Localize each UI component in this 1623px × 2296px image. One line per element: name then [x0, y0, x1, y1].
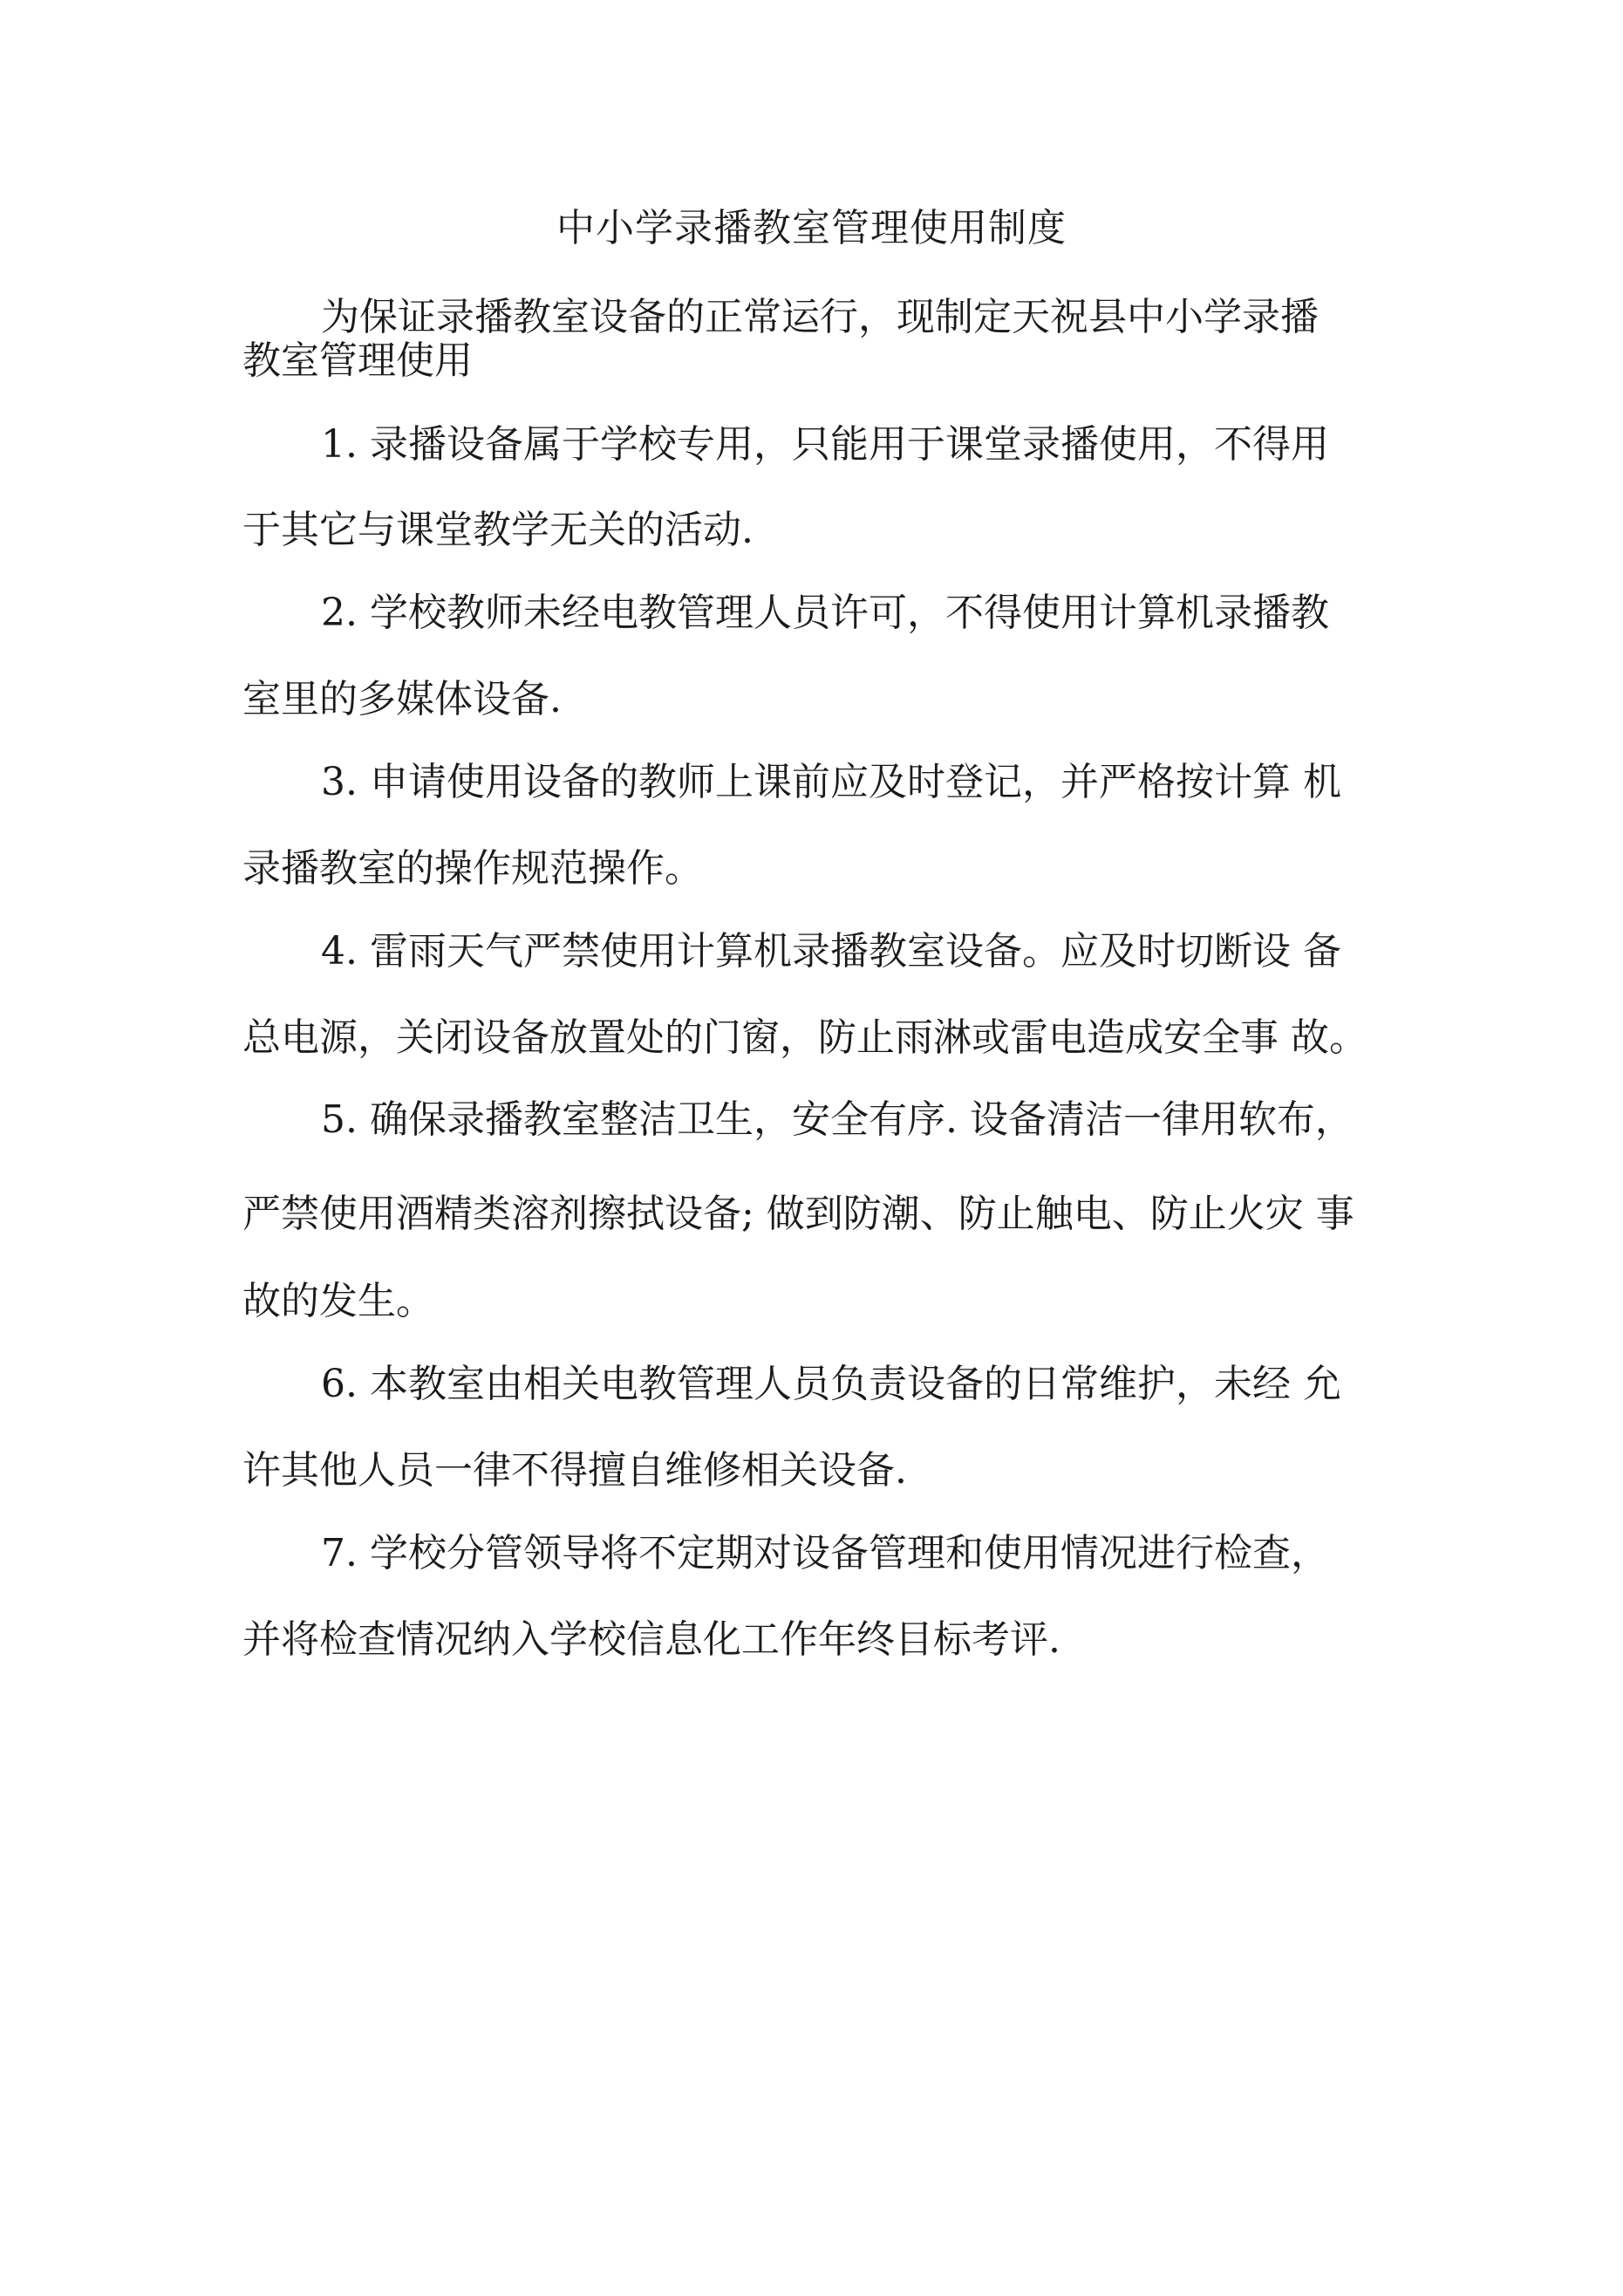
- rule-2-line-1: 2. 学校教师未经电教管理人员许可，不得使用计算机录播教: [321, 591, 1329, 635]
- rule-4-line-2: 总电源，关闭设备放置处的门窗，防止雨淋或雷电造成安全事 故。: [242, 1015, 1367, 1060]
- rule-1-line-1: 1. 录播设备属于学校专用，只能用于课堂录播使用，不得用: [321, 422, 1329, 467]
- rule-5-line-3: 故的发生。: [242, 1279, 434, 1323]
- rule-1-line-2: 于其它与课堂教学无关的活动.: [242, 508, 754, 552]
- rule-3-line-2: 录播教室的操作规范操作。: [242, 846, 703, 891]
- document-title: 中小学录播教室管理使用制度: [556, 206, 1067, 250]
- rule-5-line-1: 5. 确保录播教室整洁卫生，安全有序. 设备清洁一律用软布，: [321, 1097, 1354, 1142]
- rule-7-line-1: 7. 学校分管领导将不定期对设备管理和使用情况进行检查，: [321, 1531, 1329, 1575]
- rule-6-line-2: 许其他人员一律不得擅自维修相关设备.: [242, 1448, 907, 1493]
- intro-line-2: 教室管理使用: [242, 338, 473, 383]
- rule-5-line-2: 严禁使用酒精类溶剂擦拭设备; 做到防潮、防止触电、防止火灾 事: [242, 1192, 1354, 1236]
- rule-3-line-1: 3. 申请使用设备的教师上课前应及时登记，并严格按计算 机: [321, 760, 1341, 804]
- rule-7-line-2: 并将检查情况纳入学校信息化工作年终目标考评.: [242, 1617, 1060, 1662]
- rule-4-line-1: 4. 雷雨天气严禁使用计算机录播教室设备。应及时切断设 备: [321, 929, 1341, 974]
- intro-line-1: 为保证录播教室设备的正常运行，现制定天祝县中小学录播: [321, 295, 1319, 339]
- rule-6-line-1: 6. 本教室由相关电教管理人员负责设备的日常维护，未经 允: [321, 1362, 1341, 1406]
- rule-2-line-2: 室里的多媒体设备.: [242, 677, 562, 721]
